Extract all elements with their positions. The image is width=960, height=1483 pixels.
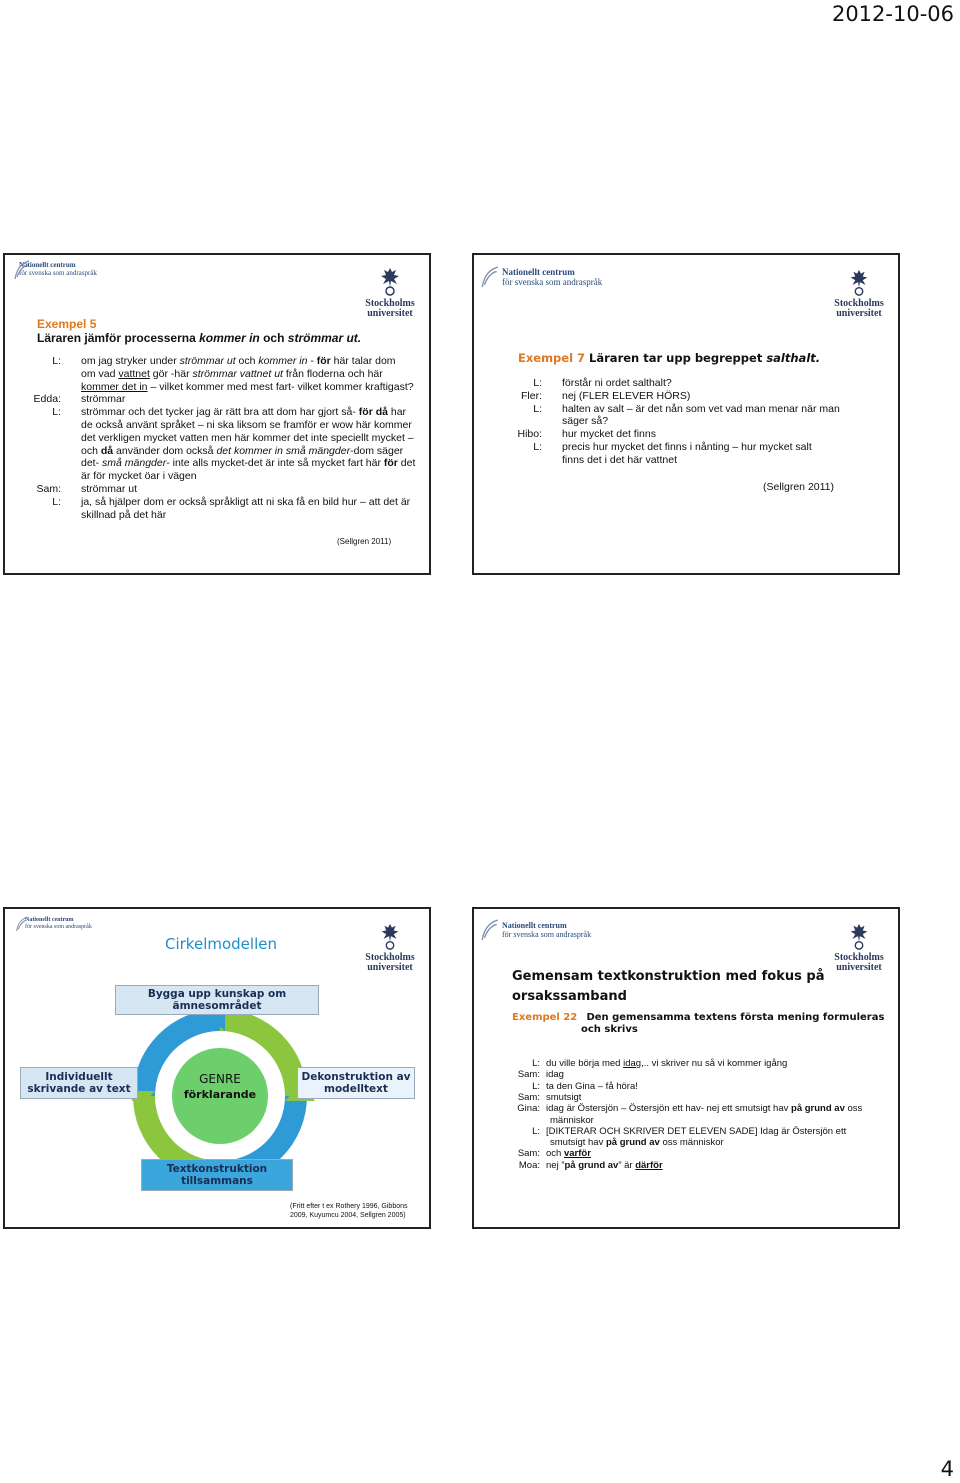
su-line2: universitet	[836, 308, 882, 319]
citation: (Fritt efter t ex Rothery 1996, Gibbons 2009, Kuyumcu 2004, Sellgren 2005)	[290, 1203, 408, 1219]
slide-gemensam-textkonstruktion	[472, 907, 900, 1229]
slide-heading: Exempel 7 Läraren tar upp begreppet salthalt.	[518, 351, 821, 365]
stockholms-universitet-logo	[826, 269, 892, 319]
utterance-line: du ville börja med idag,.. vi skriver nu så vi kommer igång	[546, 1058, 788, 1069]
label-right: Dekonstruktion av modelltext	[297, 1067, 415, 1099]
slide-exempel-5	[3, 253, 431, 575]
utterance-line: och varför	[546, 1148, 591, 1160]
speaker-label: Fler:	[521, 389, 542, 402]
slide-title: Cirkelmodellen	[165, 935, 277, 953]
utterance-line: precis hur mycket det finns i nånting – hur mycket salt	[562, 441, 812, 453]
nc-line2: för svenska som andraspråk	[19, 269, 97, 278]
utterance-line: är för mycket öar i vägen	[81, 470, 197, 483]
su-line1: Stockholms	[834, 952, 884, 963]
utterance-line: om vad vattnet gör -här strömmar vattnet ut från floderna och här	[81, 367, 383, 380]
label-bottom: Textkonstruktion tillsammans	[141, 1159, 293, 1191]
speaker-label: L:	[52, 355, 61, 367]
nationellt-centrum-logo	[502, 921, 591, 939]
utterance-line: ja, så hjälper dom er också språkligt att ni ska få en bild hur – att det är	[81, 495, 411, 508]
speaker-label: Sam:	[517, 1069, 540, 1081]
su-line1: Stockholms	[365, 952, 415, 963]
example-heading	[512, 1012, 884, 1036]
utterance-line: och då använder dom också det kommer in små mängder-dom säger	[81, 444, 404, 457]
utterance-line: ta den Gina – få höra!	[546, 1080, 638, 1092]
nc-line2: för svenska som andraspråk	[502, 930, 592, 940]
utterance-line: [DIKTERAR OCH SKRIVER DET ELEVEN SADE] Idag är Östersjön ett	[546, 1125, 847, 1137]
utterance-line: människor	[550, 1114, 594, 1126]
speaker-label: Hibo:	[517, 428, 542, 441]
nationellt-centrum-logo	[25, 917, 92, 931]
label-top: Bygga upp kunskap om ämnesområdet	[115, 985, 319, 1015]
slide-subtitle: Läraren jämför processerna kommer in och strömmar ut.	[37, 331, 362, 345]
slide-title: Gemensam textkonstruktion med fokus på orsakssamband	[512, 969, 825, 1004]
speaker-label: L:	[533, 377, 542, 389]
nc-line1: Nationellt centrum	[502, 267, 575, 277]
crest-icon	[377, 923, 403, 951]
genre-type: förklarande	[183, 1088, 257, 1101]
nc-line1: Nationellt centrum	[502, 921, 567, 930]
utterance-line: förstår ni ordet salthalt?	[562, 377, 672, 389]
nc-mark-icon	[15, 915, 29, 933]
speaker-label: L:	[533, 402, 542, 415]
crest-icon	[377, 267, 403, 297]
utterance-line: strömmar	[81, 393, 126, 406]
utterance-line: strömmar ut	[81, 483, 138, 495]
speaker-label: Sam:	[36, 483, 61, 495]
nationellt-centrum-logo	[502, 267, 602, 288]
nationellt-centrum-logo	[19, 261, 97, 277]
print-date: 2012-10-06	[831, 2, 954, 26]
slide-cirkelmodellen	[3, 907, 431, 1229]
utterance-line: hur mycket det finns	[562, 428, 656, 441]
stockholms-universitet-logo	[357, 923, 423, 973]
speaker-label: L:	[532, 1080, 540, 1092]
utterance-line: skillnad på det här	[81, 508, 167, 521]
slide-heading: Exempel 5	[37, 317, 97, 331]
speaker-label: L:	[532, 1125, 540, 1137]
example-text-2: och skrivs	[581, 1024, 638, 1035]
citation: (Sellgren 2011)	[337, 537, 392, 546]
su-line1: Stockholms	[365, 298, 415, 309]
speaker-label: Moa:	[518, 1159, 540, 1171]
utterance-line: halten av salt – är det nån som vet vad man menar när man	[562, 402, 840, 415]
utterance-line: idag är Östersjön – Östersjön ett hav- nej ett smutsigt hav på grund av oss	[546, 1103, 863, 1115]
genre-center-text	[167, 1072, 273, 1102]
label-left: Individuellt skrivande av text	[20, 1067, 138, 1099]
su-line2: universitet	[836, 962, 882, 973]
utterance-line: smutsigt hav på grund av oss människor	[550, 1137, 724, 1149]
utterance-line: om jag stryker under strömmar ut och kommer in - för här talar dom	[81, 355, 396, 367]
speaker-label: Edda:	[33, 393, 61, 406]
nc-mark-icon	[480, 263, 500, 291]
example-text-1: Den gemensamma textens första mening formuleras	[586, 1012, 885, 1023]
utterance-line: de också använt språket – ni ska liksom se framför er wow här kommer	[81, 419, 412, 431]
utterance-line: det verkligen mycket vatten men här kommer det inte speciellt mycket –	[81, 431, 414, 444]
su-line1: Stockholms	[834, 298, 884, 309]
page-number: 4	[940, 1457, 954, 1481]
speaker-label: Sam:	[517, 1091, 540, 1103]
example-label: Exempel 22	[512, 1012, 578, 1023]
stockholms-universitet-logo	[826, 923, 892, 973]
crest-icon	[846, 923, 872, 951]
nc-line1: Nationellt centrum	[19, 261, 76, 269]
nc-mark-icon	[480, 917, 500, 943]
su-line2: universitet	[367, 308, 413, 319]
utterance-line: nej ”på grund av” är därför	[546, 1159, 663, 1171]
crest-icon	[846, 269, 872, 297]
nc-line2: för svenska som andraspråk	[25, 923, 92, 930]
utterance-line: strömmar och det tycker jag är rätt bra att dom har gjort så- för då har	[81, 406, 407, 419]
citation: (Sellgren 2011)	[763, 481, 835, 493]
speaker-label: L:	[532, 1058, 540, 1069]
utterance-line: säger så?	[562, 415, 609, 428]
stockholms-universitet-logo	[357, 267, 423, 319]
speaker-label: L:	[52, 495, 61, 508]
utterance-line: det- små mängder- inte alls mycket-det är inte så mycket fart här för det	[81, 457, 416, 470]
utterance-line: smutsigt	[546, 1091, 582, 1103]
genre-label: GENRE	[199, 1072, 241, 1086]
speaker-label: Gina:	[517, 1103, 540, 1115]
speaker-label: L:	[533, 441, 542, 453]
utterance-line: nej (FLER ELEVER HÖRS)	[562, 389, 691, 402]
nc-line1: Nationellt centrum	[25, 917, 74, 923]
utterance-line: kommer det in – vilket kommer med mest fart- vilket kommer kraftigast?	[81, 380, 414, 393]
speaker-label: Sam:	[517, 1148, 540, 1160]
speaker-label: L:	[52, 406, 61, 419]
su-line2: universitet	[367, 962, 413, 973]
utterance-line: finns det i det här vattnet	[562, 453, 677, 466]
nc-mark-icon	[13, 259, 31, 281]
utterance-line: idag	[546, 1069, 564, 1081]
nc-line2: för svenska som andraspråk	[502, 277, 603, 288]
slide-exempel-7	[472, 253, 900, 575]
